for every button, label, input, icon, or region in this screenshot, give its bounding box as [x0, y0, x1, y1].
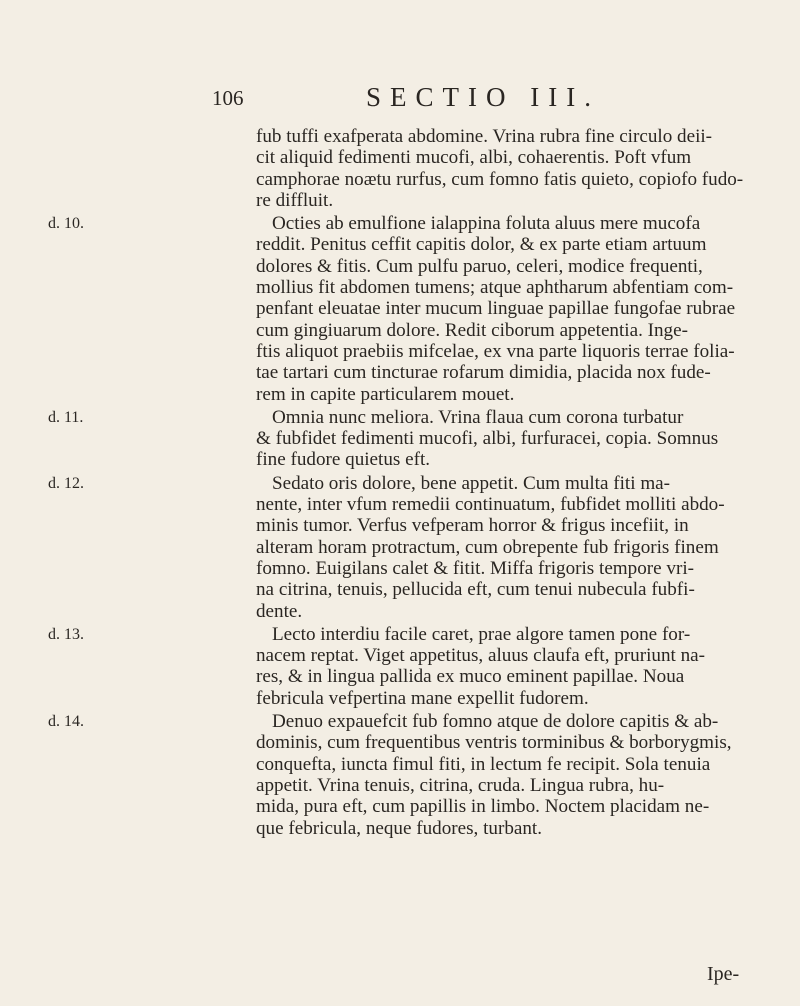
text-line: mollius fit abdomen tumens; atque aphtharum abfentiam com- [256, 277, 734, 299]
day-marker: d. 12. [48, 474, 84, 492]
page-number: 106 [212, 86, 244, 110]
text-line: dominis, cum frequentibus ventris torminibus & borborygmis, [256, 732, 732, 754]
day-marker: d. 14. [48, 713, 84, 731]
text-line: que febricula, neque fudores, turbant. [256, 817, 542, 839]
body-text [48, 126, 758, 841]
text-line: alteram horam protractum, cum obrepente fub frigoris finem [256, 536, 719, 558]
text-line: febricula vefpertina mane expellit fudorem. [256, 687, 589, 709]
text-line: penfant eleuatae inter mucum linguae papillae fungofae rubrae [256, 298, 736, 320]
text-line: mida, pura eft, cum papillis in limbo. Noctem placidam ne- [256, 796, 710, 818]
day-marker: d. 10. [48, 215, 84, 233]
day-marker: d. 11. [48, 408, 84, 426]
text-line: Denuo expauefcit fub fomno atque de dolore capitis & ab- [272, 711, 719, 733]
day-entry [48, 473, 758, 622]
catchword: Ipe- [707, 963, 740, 985]
text-line: rem in capite particularem mouet. [256, 383, 515, 405]
text-line: conquefta, iuncta fimul fiti, in lectum fe recipit. Sola tenuia [256, 753, 711, 775]
day-entry [48, 213, 758, 405]
text-line: cit aliquid fedimenti mucofi, albi, cohaerentis. Poft vfum [256, 147, 692, 169]
text-line: nente, inter vfum remedii continuatum, fubfidet molliti abdo- [256, 494, 725, 516]
text-line: Lecto interdiu facile caret, prae algore tamen pone for- [272, 623, 691, 645]
text-line: fine fudore quietus eft. [256, 449, 431, 471]
text-line: tae tartari cum tincturae rofarum dimidia, placida nox fude- [256, 362, 711, 384]
running-head: SECTIO III. [366, 82, 600, 112]
day-entry [48, 711, 758, 839]
text-line: fub tuffi exafperata abdomine. Vrina rubra fine circulo deii- [256, 126, 713, 147]
day-entry [48, 126, 758, 211]
text-line: dente. [256, 600, 303, 622]
text-line: fomno. Euigilans calet & fitit. Miffa frigoris tempore vri- [256, 557, 694, 579]
text-line: cum gingiuarum dolore. Redit ciborum appetentia. Inge- [256, 319, 688, 341]
text-line: Omnia nunc meliora. Vrina flaua cum corona turbatur [272, 406, 684, 428]
text-line: & fubfidet fedimenti mucofi, albi, furfuracei, copia. Somnus [256, 428, 719, 450]
text-line: nacem reptat. Viget appetitus, aluus claufa eft, pruriunt na- [256, 645, 705, 667]
text-line: ftis aliquot praebiis mifcelae, ex vna parte liquoris terrae folia- [256, 340, 735, 362]
text-line: re diffluit. [256, 189, 334, 211]
text-line: minis tumor. Verfus vefperam horror & frigus incefiit, in [256, 515, 689, 537]
text-line: Octies ab emulfione ialappina foluta aluus mere mucofa [272, 213, 701, 235]
text-line: appetit. Vrina tenuis, citrina, cruda. Lingua rubra, hu- [256, 774, 665, 796]
text-line: res, & in lingua pallida ex muco eminent papillae. Noua [256, 666, 685, 688]
text-line: na citrina, tenuis, pellucida eft, cum tenui nubecula fubfi- [256, 579, 695, 601]
day-marker: d. 13. [48, 625, 84, 643]
page-header [0, 82, 800, 116]
text-line: dolores & fitis. Cum pulfu paruo, celeri, modice frequenti, [256, 255, 703, 277]
day-entry [48, 407, 758, 471]
text-line: camphorae noætu rurfus, cum fomno fatis quieto, copiofo fudo- [256, 168, 744, 190]
day-entry [48, 624, 758, 709]
text-line: Sedato oris dolore, bene appetit. Cum multa fiti ma- [272, 472, 671, 494]
text-line: reddit. Penitus ceffit capitis dolor, & ex parte etiam artuum [256, 234, 707, 256]
